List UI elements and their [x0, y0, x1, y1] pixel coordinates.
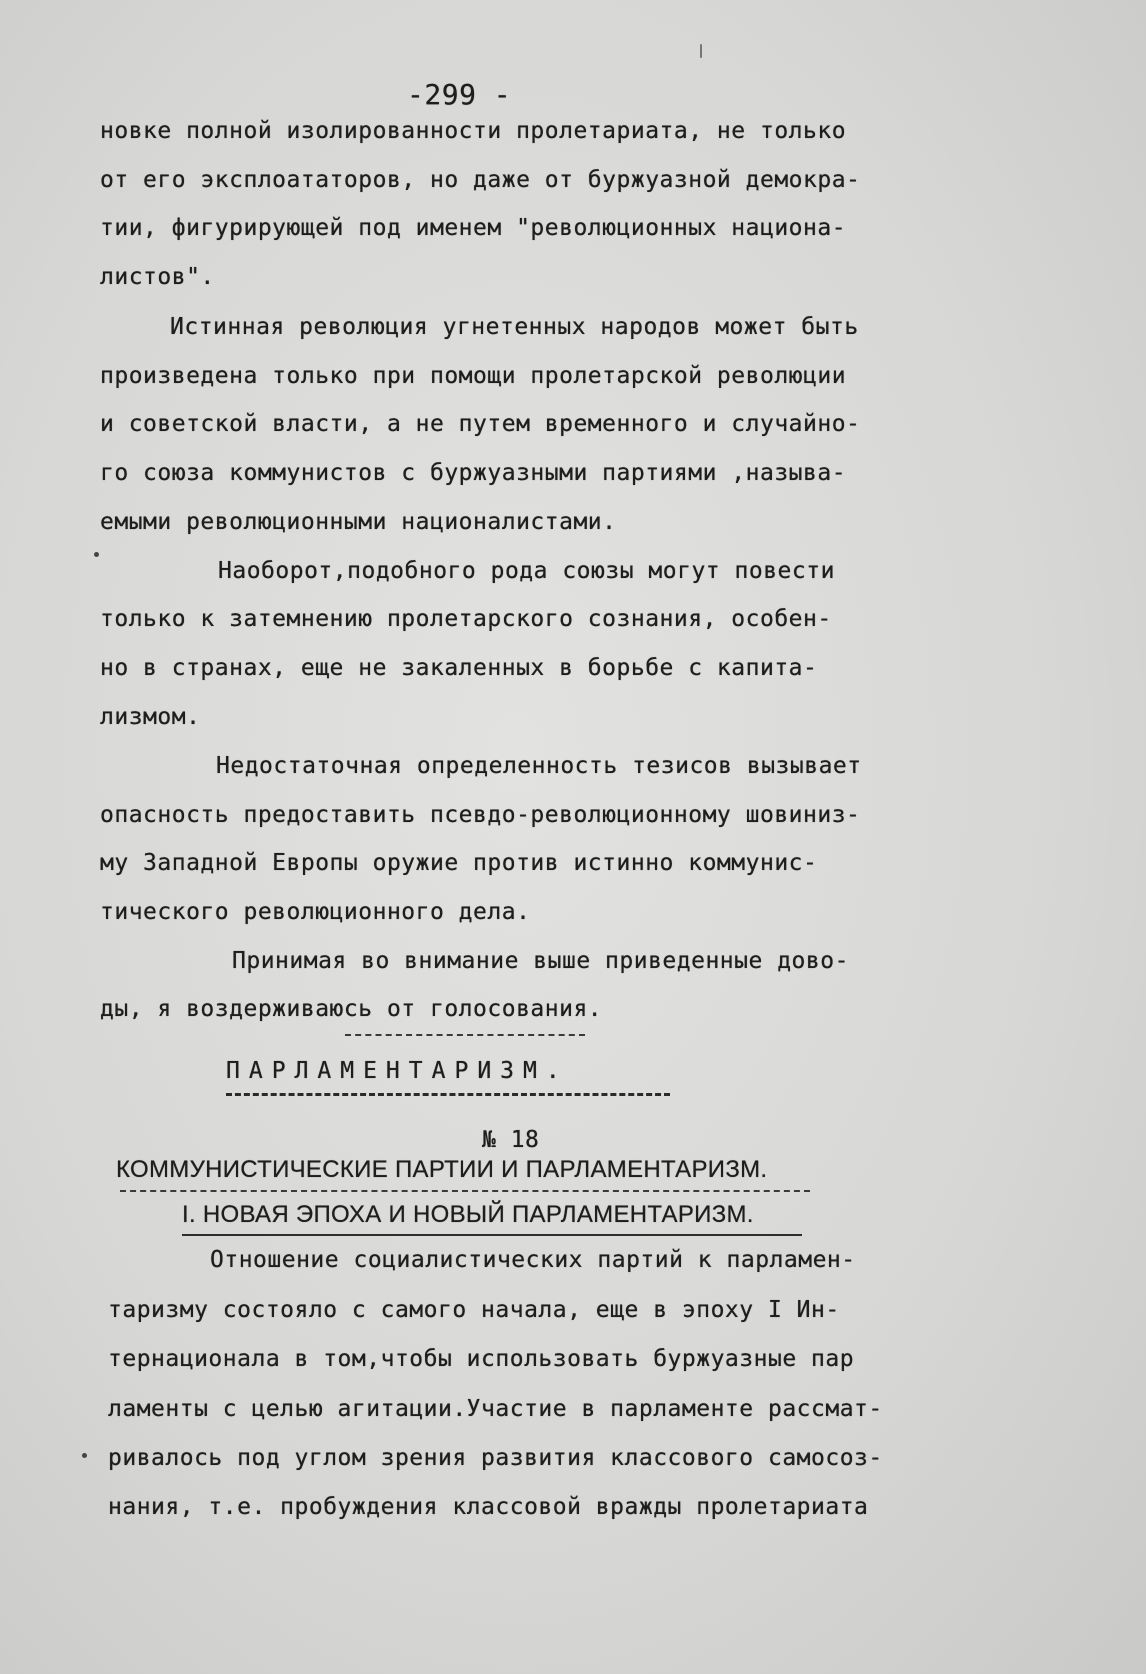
text-line: Истинная революция угнетенных народов может быть [170, 314, 859, 340]
section-heading-underline [226, 1093, 670, 1096]
separator-line [345, 1034, 585, 1036]
text-line: ривалось под углом зрения развития классового самосоз- [108, 1445, 883, 1471]
text-line: нания, т.е. пробуждения классовой вражды пролетариата [108, 1494, 869, 1520]
text-line: Недостаточная определенность тезисов вызывает [216, 753, 862, 779]
subsection-title-underline [182, 1234, 802, 1236]
text-line: Отношение социалистических партий к парламен- [210, 1247, 856, 1273]
text-line: Наоборот,подобного рода союзы могут повести [218, 558, 835, 584]
section-heading: ПАРЛАМЕНТАРИЗМ. [226, 1058, 569, 1084]
document-title: КОММУНИСТИЧЕСКИЕ ПАРТИИ И ПАРЛАМЕНТАРИЗМ. [116, 1156, 768, 1183]
text-line: Принимая во внимание выше приведенные дово- [232, 948, 849, 974]
text-line: таризму состояло с самого начала, еще в эпоху I Ин- [108, 1297, 840, 1323]
scan-speck [82, 1453, 87, 1458]
document-title-underline [120, 1190, 810, 1192]
text-line: и советской власти, а не путем временного и случайно- [100, 411, 861, 437]
text-line: ды, я воздерживаюсь от голосования. [100, 996, 603, 1022]
page-number: -299 - [407, 78, 512, 111]
scan-speck [94, 552, 99, 557]
text-line: только к затемнению пролетарского сознания, особен- [100, 606, 832, 632]
text-line: тии, фигурирующей под именем "революционных национа- [100, 215, 847, 241]
text-line: произведена только при помощи пролетарской революции [100, 363, 847, 389]
text-line: от его эксплоататоров, но даже от буржуазной демокра- [100, 167, 861, 193]
text-line: тернационала в том,чтобы использовать буржуазные пар [108, 1346, 855, 1372]
document-number: № 18 [482, 1127, 540, 1153]
text-line: новке полной изолированности пролетариата, не только [100, 118, 847, 144]
scan-speck [700, 44, 702, 58]
text-line: ламенты с целью агитации.Участие в парламенте рассмат- [108, 1396, 883, 1422]
text-line: листов". [100, 264, 215, 290]
text-line: му Западной Европы оружие против истинно коммунис- [100, 850, 818, 876]
text-line: лизмом. [100, 704, 201, 730]
text-line: го союза коммунистов с буржуазными партиями ,называ- [100, 460, 847, 486]
text-line: опасность предоставить псевдо-революционному шовиниз- [100, 802, 861, 828]
subsection-title: I. НОВАЯ ЭПОХА И НОВЫЙ ПАРЛАМЕНТАРИЗМ. [182, 1201, 754, 1228]
text-line: но в странах, еще не закаленных в борьбе с капита- [100, 655, 818, 681]
text-line: тического революционного дела. [100, 899, 531, 925]
text-line: емыми революционными националистами. [100, 509, 617, 535]
